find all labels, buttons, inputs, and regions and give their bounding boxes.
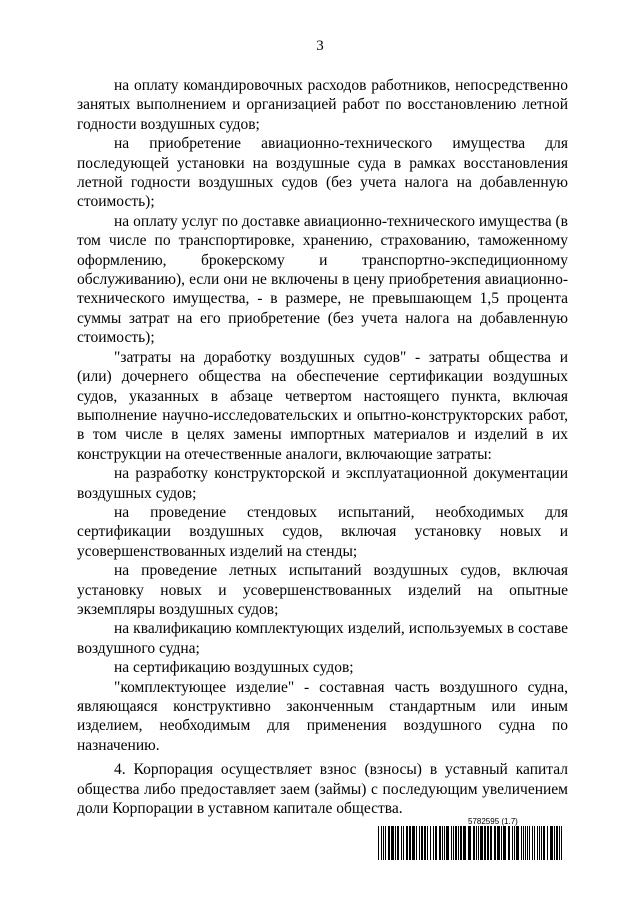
paragraph-equipment-purchase: на приобретение авиационно-технического имущества для последующей установки на воздушные суда в рамках восстановления летной годности воздушных судов (без учета налога на добавленную стоимость); (77, 135, 568, 211)
document-body (77, 76, 568, 818)
paragraph-documentation: на разработку конструкторской и эксплуатационной документации воздушных судов; (77, 465, 568, 502)
paragraph-section-4: 4. Корпорация осуществляет взнос (взносы) в уставный капитал общества либо предоставляет заем (займы) с последующим увеличением доли Корпорации в уставном капитале общества. (77, 761, 568, 818)
paragraph-qualification: на квалификацию комплектующих изделий, используемых в составе воздушного судна; (77, 620, 568, 657)
paragraph-bench-tests: на проведение стендовых испытаний, необходимых для сертификации воздушных судов, включая установку новых и усовершенствованных изделий на стенды; (77, 503, 568, 560)
paragraph-flight-tests: на проведение летных испытаний воздушных судов, включая установку новых и усовершенствованных изделий на опытные экземпляры воздушных судов; (77, 562, 568, 618)
paragraph-travel-expenses: на оплату командировочных расходов работников, непосредственно занятых выполнением и организацией работ по восстановлению летной годности воздушных судов; (77, 77, 568, 133)
paragraph-component-definition: "комплектующее изделие" - составная часть воздушного судна, являющаяся конструктивно законченным стандартным или иным изделием, необходимым для применения воздушного судна по назначению. (77, 678, 568, 754)
paragraph-certification: на сертификацию воздушных судов; (114, 659, 354, 677)
document-code: 5782595 (1.7) (468, 817, 518, 826)
page-number: 3 (316, 38, 324, 54)
paragraph-modification-costs: "затраты на доработку воздушных судов" - затраты общества и (или) дочернего общества на обеспечение сертификации воздушных судов, указанных в абзаце четвертом настоящего пункта, включая выполнение научно-исследовательских и опытно-конструкторских работ, в том числе в целях замены импортных материалов и изделий в их конструкции на отечественные аналоги, включающие затраты: (77, 348, 568, 463)
paragraph-delivery-services: на оплату услуг по доставке авиационно-технического имущества (в том числе по транспортировке, хранению, страхованию, таможенному оформлению, брокерскому и транспортно-экспедиционному обслуживанию), если они не включены в цену приобретения авиационно-технического имущества, - в размере, не превышающем 1,5 процента суммы затрат на его приобретение (без учета налога на добавленную стоимость); (77, 212, 568, 347)
barcode-image (378, 826, 566, 860)
